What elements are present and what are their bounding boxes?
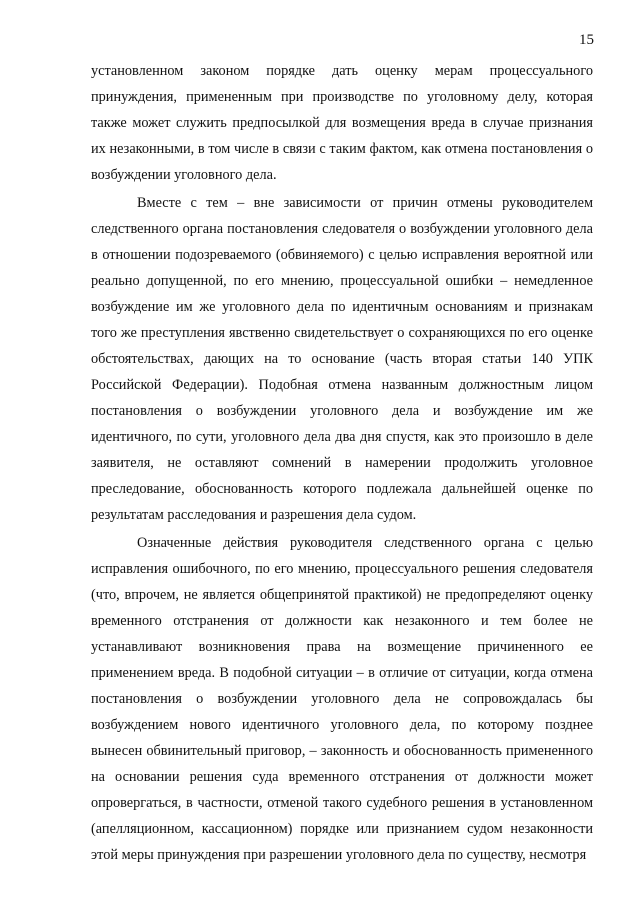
document-body — [91, 58, 593, 868]
paragraph-continuation: установленном законом порядке дать оценку мерам процессуального принуждения, примененным при производстве по уголовному делу, которая также может служить предпосылкой для возмещения вреда в случае признания их незаконными, в том числе в связи с таким фактом, как отмена постановления о возбуждении уголовного дела. — [91, 63, 593, 183]
page-number: 15 — [579, 32, 594, 48]
paragraph-3: Означенные действия руководителя следственного органа с целью исправления ошибочного, по его мнению, процессуального решения следователя (что, впрочем, не является общепринятой практикой) не предопределяют оценку временного отстранения от должности как незаконного и тем более не устанавливают возникновения права на возмещение причиненного ее применением вреда. В подобной ситуации – в отличие от ситуации, когда отмена постановления о возбуждении уголовного дела не сопровождалась бы возбуждением нового идентичного уголовного дела, по которому позднее вынесен обвинительный приговор, – законность и обоснованность примененного на основании решения суда временного отстранения от должности может опровергаться, в частности, отменой такого судебного решения в установленном (апелляционном, кассационном) порядке или признанием судом незаконности этой меры принуждения при разрешении уголовного дела по существу, несмотря — [91, 535, 593, 863]
paragraph-2: Вместе с тем – вне зависимости от причин отмены руководителем следственного органа постановления следователя о возбуждении уголовного дела в отношении подозреваемого (обвиняемого) с целью исправления вероятной или реально допущенной, по его мнению, процессуальной ошибки – немедленное возбуждение им же уголовного дела по идентичным основаниям и признакам того же преступления явственно свидетельствует о сохраняющихся по его оценке обстоятельствах, дающих на то основание (часть вторая статьи 140 УПК Российской Федерации). Подобная отмена названным должностным лицом постановления о возбуждении уголовного дела и возбуждение им же идентичного, по сути, уголовного дела два дня спустя, как это произошло в деле заявителя, не оставляют сомнений в намерении продолжить уголовное преследование, обоснованность которого подлежала дальнейшей оценке по результатам расследования и разрешения дела судом. — [91, 195, 593, 523]
